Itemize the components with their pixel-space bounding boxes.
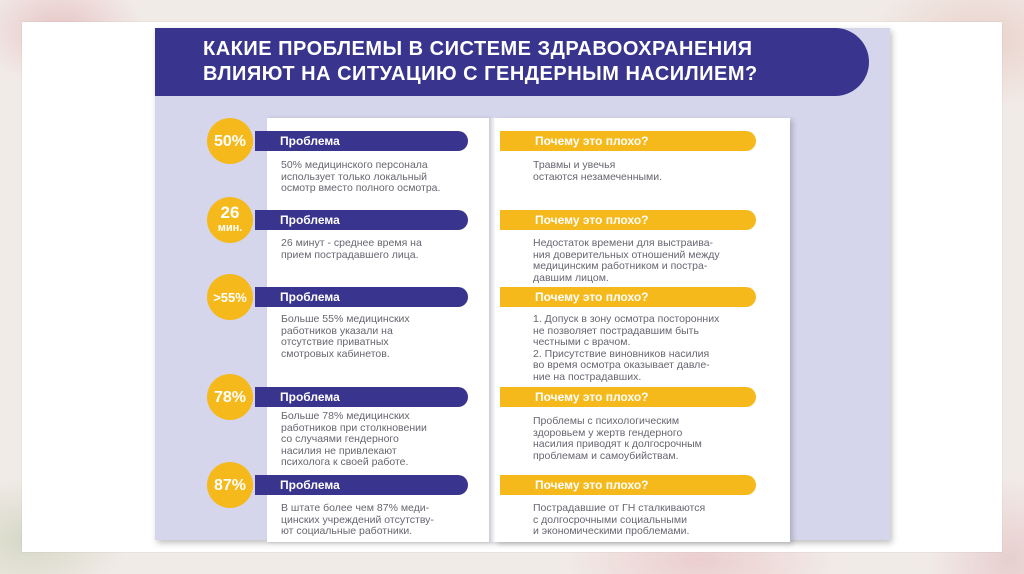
why-label: Почему это плохо? xyxy=(500,287,756,307)
problem-text: Больше 78% медицинских работников при столкновении со случаями гендерного насилия не привлекают психолога к своей работе. xyxy=(281,410,427,468)
problem-text: Больше 55% медицинских работников указали на отсутствие приватных смотровых кабинетов. xyxy=(281,313,410,360)
why-label: Почему это плохо? xyxy=(500,475,756,495)
problem-label: Проблема xyxy=(255,475,468,495)
stat-badge: 87% xyxy=(207,462,253,508)
why-text: Травмы и увечья остаются незамеченными. xyxy=(533,159,663,183)
problem-text: 26 минут - среднее время на прием пострадавшего лица. xyxy=(281,237,422,261)
why-text: 1. Допуск в зону осмотра посторонних не позволяет пострадавшим быть честными с врачом. 2. Присутствие виновников насилия во время осмотра оказывает давле- ние на пострадавших. xyxy=(533,313,720,383)
problem-label: Проблема xyxy=(255,210,468,230)
title-line-1: КАКИЕ ПРОБЛЕМЫ В СИСТЕМЕ ЗДРАВООХРАНЕНИЯ xyxy=(203,38,753,60)
why-label: Почему это плохо? xyxy=(500,131,756,151)
problem-text: В штате более чем 87% меди- цинских учреждений отсутству- ют социальные работники. xyxy=(281,502,434,537)
stat-badge: >55% xyxy=(207,274,253,320)
title-banner xyxy=(155,28,869,96)
stat-badge: 78% xyxy=(207,374,253,420)
problem-label: Проблема xyxy=(255,387,468,407)
why-text: Проблемы с психологическим здоровьем у жертв гендерного насилия приводят к долгосрочным проблемам и самоубийствам. xyxy=(533,415,702,462)
stat-badge: 50% xyxy=(207,118,253,164)
stat-badge: 26 мин. xyxy=(207,197,253,243)
why-label: Почему это плохо? xyxy=(500,210,756,230)
why-label: Почему это плохо? xyxy=(500,387,756,407)
title-line-2: ВЛИЯЮТ НА СИТУАЦИЮ С ГЕНДЕРНЫМ НАСИЛИЕМ? xyxy=(203,63,758,85)
why-text: Пострадавшие от ГН сталкиваются с долгосрочными социальными и экономическими проблемами. xyxy=(533,502,706,537)
problem-text: 50% медицинского персонала использует только локальный осмотр вместо полного осмотра. xyxy=(281,159,441,194)
problem-label: Проблема xyxy=(255,131,468,151)
why-text: Недостаток времени для выстраива- ния доверительных отношений между медицинским работником и постра- давшим лицом. xyxy=(533,237,720,284)
problem-label: Проблема xyxy=(255,287,468,307)
